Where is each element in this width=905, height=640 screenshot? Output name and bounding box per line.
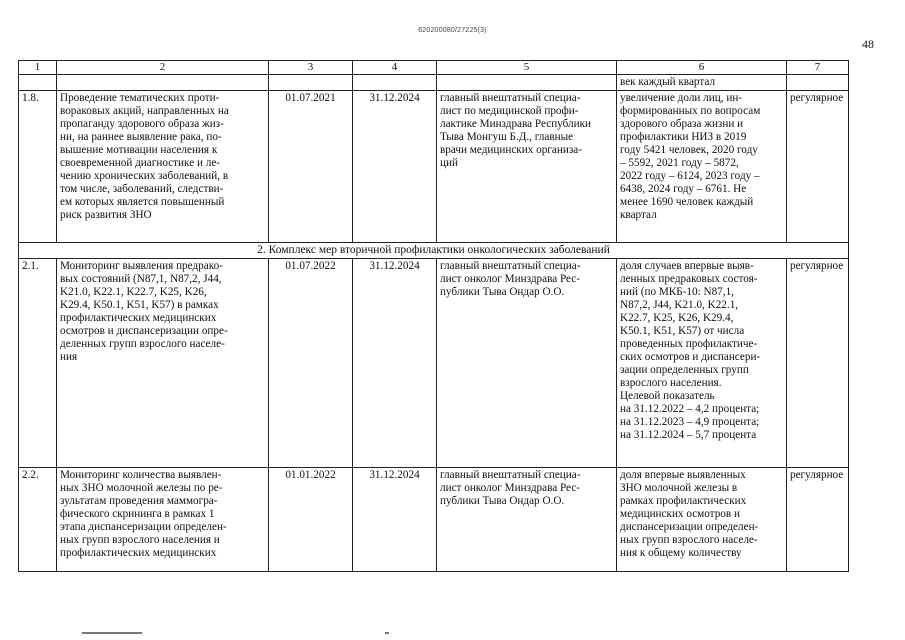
start-date: 01.07.2021 [269, 91, 353, 243]
frequency: регулярное [787, 259, 849, 468]
column-number: 2 [57, 61, 269, 75]
column-number: 5 [437, 61, 617, 75]
scan-artifact [385, 632, 389, 634]
start-date: 01.01.2022 [269, 468, 353, 572]
row-number: 1.8. [19, 91, 57, 243]
continuation-row [19, 75, 849, 91]
end-date: 31.12.2024 [353, 91, 437, 243]
end-date: 31.12.2024 [353, 259, 437, 468]
column-number: 1 [19, 61, 57, 75]
end-date: 31.12.2024 [353, 468, 437, 572]
event-description: Мониторинг выявления предрако- вых состояний (N87,1, N87,2, J44, K21.0, K22.1, K22.7, K25, K26, K29.4, K50.1, K51, K57) в рамках профилактических медицинских осмотров и диспансеризации опре- деленных групп взрослого населе- ния [57, 259, 269, 468]
responsible: главный внештатный специа- лист онколог Минздрава Рес- публики Тыва Ондар О.О. [437, 259, 617, 468]
column-number: 6 [617, 61, 787, 75]
row-number: 2.1. [19, 259, 57, 468]
table-row [19, 468, 849, 572]
table-row [19, 259, 849, 468]
page-number: 48 [862, 37, 874, 51]
table-row [19, 91, 849, 243]
column-number: 7 [787, 61, 849, 75]
event-description: Проведение тематических проти- вораковых акций, направленных на пропаганду здорового образа жиз- ни, на раннее выявление рака, по- вышение мотивации населения к своевременной диагностике и ле- чению хронических заболеваний, в том числе, заболеваний, следстви- ем которых является повышенный риск развития ЗНО [57, 91, 269, 243]
expected-result: доля случаев впервые выяв- ленных предраковых состоя- ний (по МКБ-10: N87,1, N87,2, J44, K21.0, K22.1, K22.7, K25, K26, K29.4, K50.1, K51, K57) от числа проведенных профилактиче- ских осмотров и диспансери- зации определенных групп взрослого населения. Целевой показатель на 31.12.2022 – 4,2 процента; на 31.12.2023 – 4,9 процента; на 31.12.2024 – 5,7 процента [617, 259, 787, 468]
frequency: регулярное [787, 91, 849, 243]
column-number-row [19, 61, 849, 75]
expected-result: доля впервые выявленных ЗНО молочной железы в рамках профилактических медицинских осмотров и диспансеризации определен- ных групп взрослого населе- ния к общему количеству [617, 468, 787, 572]
column-number: 4 [353, 61, 437, 75]
section-title: 2. Комплекс мер вторичной профилактики онкологических заболеваний [19, 243, 849, 259]
responsible: главный внештатный специа- лист по медицинской профи- лактике Минздрава Республики Тыва Монгуш Б.Д., главные врачи медицинских организа- ций [437, 91, 617, 243]
document-id: 620200080/27225(3) [418, 27, 487, 34]
column-number: 3 [269, 61, 353, 75]
row-number: 2.2. [19, 468, 57, 572]
responsible: главный внештатный специа- лист онколог Минздрава Рес- публики Тыва Ондар О.О. [437, 468, 617, 572]
scan-artifact [82, 632, 142, 634]
start-date: 01.07.2022 [269, 259, 353, 468]
frequency: регулярное [787, 468, 849, 572]
event-description: Мониторинг количества выявлен- ных ЗНО молочной железы по ре- зультатам проведения маммогра- фического скрининга в рамках 1 этапа диспансеризации определен- ных групп взрослого населения и профилактических медицинских [57, 468, 269, 572]
plan-table [18, 60, 849, 572]
section-header-row [19, 243, 849, 259]
expected-result: увеличение доли лиц, ин- формированных по вопросам здорового образа жизни и профилактики НИЗ в 2019 году 5421 человек, 2020 году – 5592, 2021 году – 5872, 2022 году – 6124, 2023 году – 6438, 2024 году – 6761. Не менее 1690 человек каждый квартал [617, 91, 787, 243]
continuation-result: век каждый квартал [617, 75, 787, 91]
